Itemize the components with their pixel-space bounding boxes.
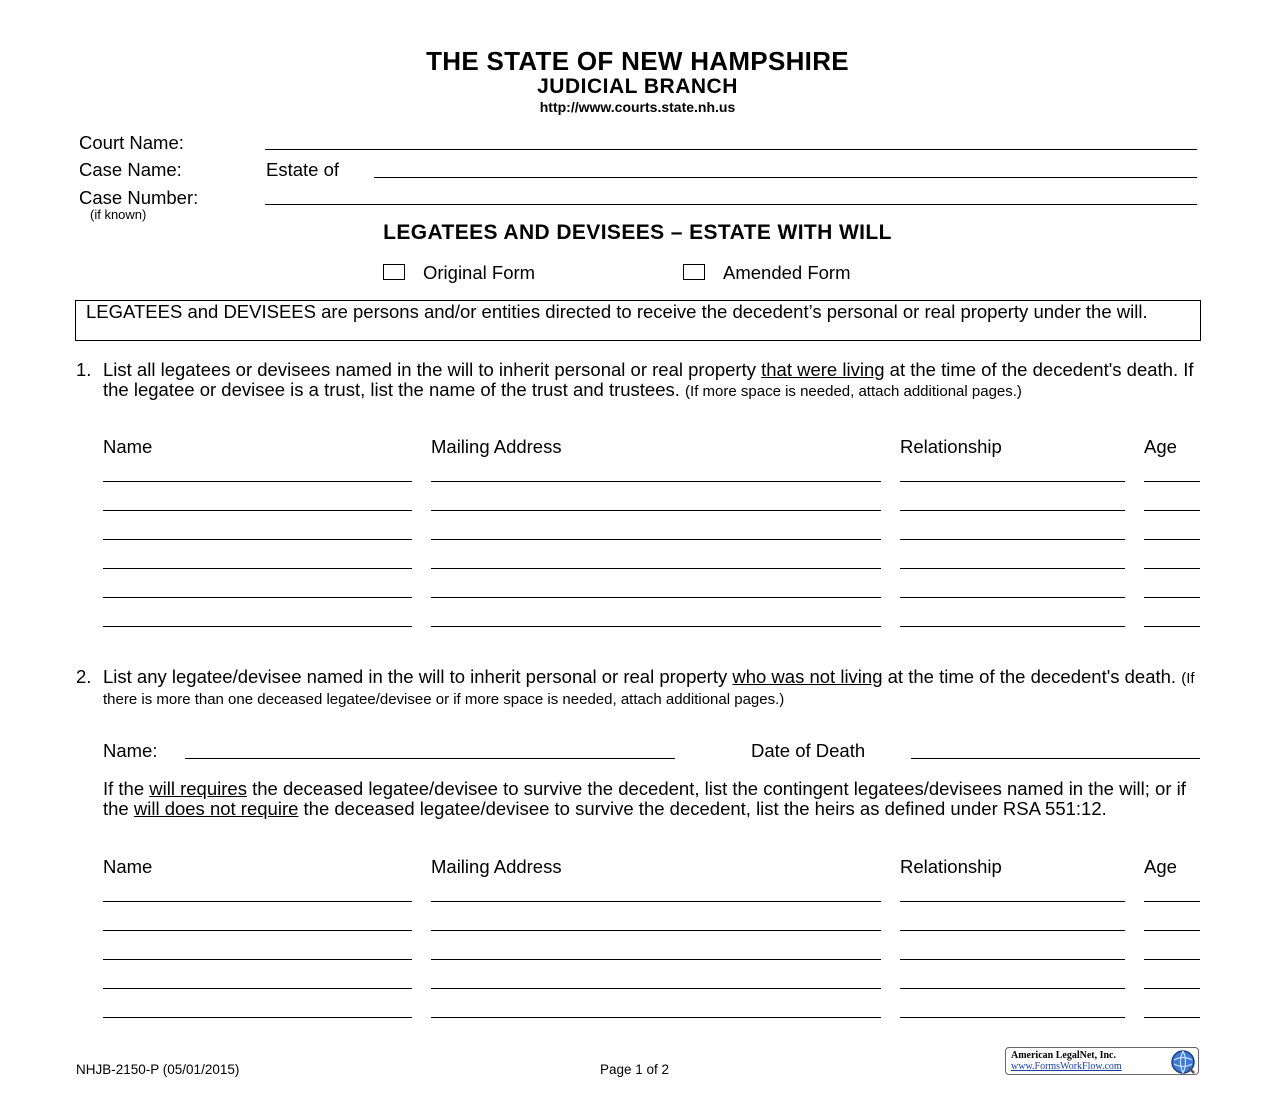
- col-relationship-header-2: Relationship: [900, 856, 1002, 877]
- date-of-death-field[interactable]: [911, 758, 1200, 759]
- form-title: LEGATEES AND DEVISEES – ESTATE WITH WILL: [383, 221, 892, 244]
- age-entry-line[interactable]: [1144, 539, 1200, 540]
- address-entry-line[interactable]: [431, 626, 881, 627]
- section1-text-b: at the time of the decedent's death. If the legatee or devisee is a trust, list the name of the trust and trustees.: [103, 359, 1194, 400]
- relationship-entry-line[interactable]: [900, 539, 1125, 540]
- section2-note: (If there is more than one deceased legatee/devisee or if more space is needed, attach additional pages.): [103, 670, 1195, 708]
- address-entry-line[interactable]: [431, 901, 881, 902]
- case-number-field[interactable]: [265, 204, 1197, 205]
- section2-number: 2.: [76, 666, 92, 687]
- contingent-text-c: the deceased legatee/devisee to survive the decedent, list the heirs as defined under RSA 551:12.: [298, 797, 1107, 819]
- name-entry-line[interactable]: [103, 988, 412, 989]
- relationship-entry-line[interactable]: [900, 568, 1125, 569]
- relationship-entry-line[interactable]: [900, 988, 1125, 989]
- date-of-death-label: Date of Death: [751, 740, 866, 761]
- page-number: Page 1 of 2: [600, 1062, 670, 1077]
- amended-form-label: Amended Form: [723, 262, 851, 283]
- address-entry-line[interactable]: [431, 568, 881, 569]
- american-legalnet-logo: [1005, 1047, 1199, 1075]
- original-form-checkbox[interactable]: [383, 264, 405, 280]
- deceased-name-label: Name:: [103, 740, 158, 761]
- address-entry-line[interactable]: [431, 510, 881, 511]
- section2-text-b: at the time of the decedent's death.: [882, 666, 1177, 687]
- address-entry-line[interactable]: [431, 1017, 881, 1018]
- court-name-field[interactable]: [265, 149, 1197, 150]
- relationship-entry-line[interactable]: [900, 1017, 1125, 1018]
- relationship-entry-line[interactable]: [900, 597, 1125, 598]
- age-entry-line[interactable]: [1144, 988, 1200, 989]
- age-entry-line[interactable]: [1144, 510, 1200, 511]
- section2-text: [103, 667, 1203, 709]
- age-entry-line[interactable]: [1144, 597, 1200, 598]
- name-entry-line[interactable]: [103, 959, 412, 960]
- contingent-text-b: the deceased legatee/devisee to survive the decedent, list the contingent legatees/devisees named in the will; or if the: [103, 778, 1186, 819]
- name-entry-line[interactable]: [103, 1017, 412, 1018]
- address-entry-line[interactable]: [431, 481, 881, 482]
- col-address-header-2: Mailing Address: [431, 856, 562, 877]
- will-does-not-require-emphasis: will does not require: [133, 797, 299, 819]
- age-entry-line[interactable]: [1144, 901, 1200, 902]
- name-entry-line[interactable]: [103, 597, 412, 598]
- case-name-label: Case Name:: [79, 159, 182, 180]
- name-entry-line[interactable]: [103, 930, 412, 931]
- name-entry-line[interactable]: [103, 901, 412, 902]
- address-entry-line[interactable]: [431, 539, 881, 540]
- address-entry-line[interactable]: [431, 959, 881, 960]
- state-title: THE STATE OF NEW HAMPSHIRE: [426, 46, 849, 76]
- relationship-entry-line[interactable]: [900, 959, 1125, 960]
- section1-number: 1.: [76, 359, 92, 380]
- branch-title: JUDICIAL BRANCH: [537, 75, 738, 98]
- col-age-header-2: Age: [1144, 856, 1177, 877]
- logo-company-name: American LegalNet, Inc.: [1011, 1050, 1116, 1061]
- name-entry-line[interactable]: [103, 568, 412, 569]
- section1-note: (If more space is needed, attach additional pages.): [685, 382, 1022, 400]
- relationship-entry-line[interactable]: [900, 626, 1125, 627]
- deceased-name-field[interactable]: [185, 758, 675, 759]
- relationship-entry-line[interactable]: [900, 481, 1125, 482]
- contingent-text-a: If the: [103, 778, 150, 799]
- age-entry-line[interactable]: [1144, 568, 1200, 569]
- relationship-entry-line[interactable]: [900, 930, 1125, 931]
- age-entry-line[interactable]: [1144, 930, 1200, 931]
- address-entry-line[interactable]: [431, 930, 881, 931]
- estate-of-label: Estate of: [266, 159, 340, 180]
- section2-emphasis: who was not living: [732, 666, 883, 687]
- col-age-header: Age: [1144, 436, 1177, 457]
- original-form-label: Original Form: [423, 262, 536, 283]
- courts-url: http://www.courts.state.nh.us: [539, 99, 736, 115]
- name-entry-line[interactable]: [103, 626, 412, 627]
- amended-form-checkbox[interactable]: [683, 264, 705, 280]
- section1-text-a: List all legatees or devisees named in the will to inherit personal or real property: [103, 359, 762, 380]
- age-entry-line[interactable]: [1144, 959, 1200, 960]
- name-entry-line[interactable]: [103, 539, 412, 540]
- case-name-field[interactable]: [374, 177, 1197, 178]
- col-address-header: Mailing Address: [431, 436, 562, 457]
- address-entry-line[interactable]: [431, 988, 881, 989]
- form-id: NHJB-2150-P (05/01/2015): [76, 1062, 240, 1077]
- age-entry-line[interactable]: [1144, 481, 1200, 482]
- col-name-header-2: Name: [103, 856, 153, 877]
- section1-emphasis: that were living: [761, 359, 885, 380]
- age-entry-line[interactable]: [1144, 626, 1200, 627]
- definition-notice: LEGATEES and DEVISEES are persons and/or entities directed to receive the decedent’s personal or real property under the will.: [75, 300, 1201, 341]
- section1-text: [103, 360, 1203, 401]
- section2-text-a: List any legatee/devisee named in the will to inherit personal or real property: [103, 666, 733, 687]
- logo-url[interactable]: www.FormsWorkFlow.com: [1011, 1061, 1122, 1072]
- will-requires-emphasis: will requires: [149, 778, 247, 799]
- name-entry-line[interactable]: [103, 510, 412, 511]
- relationship-entry-line[interactable]: [900, 510, 1125, 511]
- name-entry-line[interactable]: [103, 481, 412, 482]
- contingent-instructions: [103, 779, 1203, 818]
- col-relationship-header: Relationship: [900, 436, 1002, 457]
- age-entry-line[interactable]: [1144, 1017, 1200, 1018]
- globe-icon: [1170, 1049, 1196, 1075]
- if-known-note: (if known): [90, 207, 147, 222]
- case-number-label: Case Number:: [79, 187, 199, 208]
- court-name-label: Court Name:: [79, 132, 184, 153]
- address-entry-line[interactable]: [431, 597, 881, 598]
- col-name-header: Name: [103, 436, 153, 457]
- relationship-entry-line[interactable]: [900, 901, 1125, 902]
